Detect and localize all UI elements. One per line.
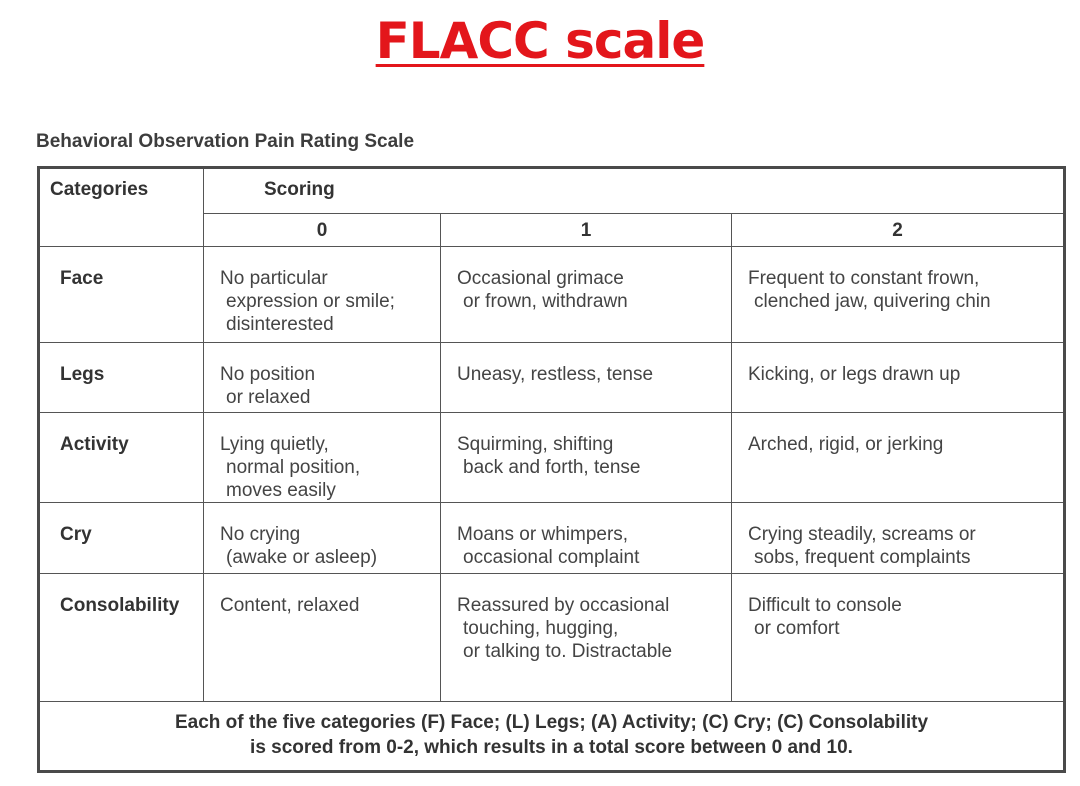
scoring-note bbox=[39, 702, 1065, 772]
cell-line: clenched jaw, quivering chin bbox=[754, 291, 991, 312]
cell-line: No crying bbox=[220, 524, 301, 545]
cell-line: occasional complaint bbox=[463, 547, 640, 568]
consolability-score-2 bbox=[732, 574, 1065, 702]
table-row-legs bbox=[39, 343, 1065, 413]
page-title-text: FLACC scale bbox=[375, 12, 705, 70]
cell-line: Reassured by occasional bbox=[457, 595, 670, 616]
cell-line: expression or smile; bbox=[226, 291, 395, 312]
cell-line: Crying steadily, screams or bbox=[748, 524, 976, 545]
activity-score-0 bbox=[204, 413, 441, 503]
cell-line: normal position, bbox=[226, 457, 361, 478]
face-score-1 bbox=[441, 247, 732, 343]
category-consolability: Consolability bbox=[39, 574, 204, 702]
cell-line: or frown, withdrawn bbox=[463, 291, 628, 312]
category-activity: Activity bbox=[39, 413, 204, 503]
face-score-2 bbox=[732, 247, 1065, 343]
cell-line: Lying quietly, bbox=[220, 434, 329, 455]
cell-line: Arched, rigid, or jerking bbox=[748, 434, 944, 455]
face-score-0 bbox=[204, 247, 441, 343]
cell-line: Kicking, or legs drawn up bbox=[748, 364, 961, 385]
flacc-table bbox=[37, 166, 1066, 773]
cry-score-1 bbox=[441, 503, 732, 574]
consolability-score-1 bbox=[441, 574, 732, 702]
cell-line: Difficult to console bbox=[748, 595, 902, 616]
cell-line: No particular bbox=[220, 268, 328, 289]
cell-line: Frequent to constant frown, bbox=[748, 268, 980, 289]
table-row-cry bbox=[39, 503, 1065, 574]
categories-header: Categories bbox=[39, 168, 204, 247]
page-title bbox=[0, 8, 1080, 74]
category-cry: Cry bbox=[39, 503, 204, 574]
cell-line: moves easily bbox=[226, 480, 336, 501]
score-column-2: 2 bbox=[732, 214, 1065, 247]
scoring-note-line-2: is scored from 0-2, which results in a total score between 0 and 10. bbox=[250, 737, 853, 758]
table-row-activity bbox=[39, 413, 1065, 503]
cell-line: or comfort bbox=[754, 618, 840, 639]
score-column-1: 1 bbox=[441, 214, 732, 247]
category-legs: Legs bbox=[39, 343, 204, 413]
category-face: Face bbox=[39, 247, 204, 343]
cell-line: Uneasy, restless, tense bbox=[457, 364, 654, 385]
header-row bbox=[39, 168, 1065, 214]
cell-line: Moans or whimpers, bbox=[457, 524, 629, 545]
legs-score-2 bbox=[732, 343, 1065, 413]
table-subtitle: Behavioral Observation Pain Rating Scale bbox=[36, 131, 415, 152]
cell-line: or relaxed bbox=[226, 387, 311, 408]
cell-line: Content, relaxed bbox=[220, 595, 360, 616]
cry-score-0 bbox=[204, 503, 441, 574]
cell-line: Squirming, shifting bbox=[457, 434, 614, 455]
footer-row bbox=[39, 702, 1065, 772]
cell-line: (awake or asleep) bbox=[226, 547, 378, 568]
cry-score-2 bbox=[732, 503, 1065, 574]
scoring-note-line-1: Each of the five categories (F) Face; (L) Legs; (A) Activity; (C) Cry; (C) Consolability bbox=[174, 712, 929, 733]
cell-line: disinterested bbox=[226, 314, 334, 335]
cell-line: Occasional grimace bbox=[457, 268, 624, 289]
cell-line: touching, hugging, bbox=[463, 618, 619, 639]
activity-score-2 bbox=[732, 413, 1065, 503]
score-column-0: 0 bbox=[204, 214, 441, 247]
cell-line: back and forth, tense bbox=[463, 457, 641, 478]
legs-score-1 bbox=[441, 343, 732, 413]
table-row-consolability bbox=[39, 574, 1065, 702]
table-row-face bbox=[39, 247, 1065, 343]
cell-line: sobs, frequent complaints bbox=[754, 547, 971, 568]
consolability-score-0 bbox=[204, 574, 441, 702]
activity-score-1 bbox=[441, 413, 732, 503]
cell-line: No position bbox=[220, 364, 316, 385]
cell-line: or talking to. Distractable bbox=[463, 641, 673, 662]
legs-score-0 bbox=[204, 343, 441, 413]
scoring-header: Scoring bbox=[204, 168, 1065, 214]
